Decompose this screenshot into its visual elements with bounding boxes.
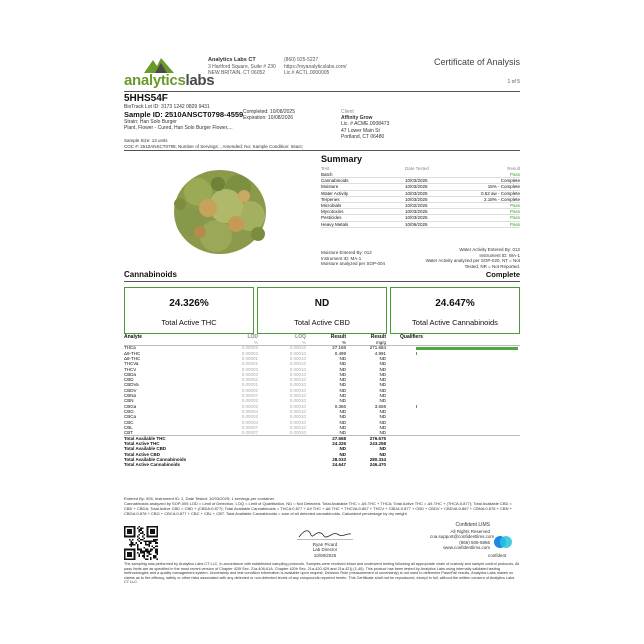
signature-image	[295, 527, 355, 541]
analyte-row: CBCa 0.00002 0.00010 ND ND	[124, 414, 386, 420]
analyte-row: CBG 0.00004 0.00010 ND ND	[124, 408, 386, 414]
summary-header: Test Date Tested Result	[321, 166, 520, 171]
analyte-row: CBGa 0.00002 0.00010 0.366 3.659	[124, 403, 386, 409]
summary-row: Cannabinoids 10/03/2025 Complete	[321, 178, 520, 184]
total-row: Total Available THC 27.668 276.675	[124, 435, 386, 441]
sample-code: 5HHS54F	[124, 93, 168, 104]
water-activity-info: Water Activity Entered By: 012 Instrument ID: WA-1 Water Activity analyzed per SOP-020. NT = Not Tested, NR = Not Reported.	[425, 247, 520, 269]
analyte-row: THCa 0.00003 0.00010 27.168 271.684	[124, 345, 520, 350]
result-bar	[416, 405, 417, 408]
analyte-row: THCV 0.00003 0.00010 ND ND	[124, 366, 386, 372]
page-number: 1 of 5	[507, 79, 520, 85]
total-row: Total Active CBD ND ND	[124, 451, 386, 457]
analyte-row: THCVa 0.00001 0.00010 ND ND	[124, 361, 386, 367]
result-bar	[416, 352, 417, 355]
product-photo	[124, 156, 316, 264]
summary-title: Summary	[321, 154, 363, 164]
info-divider	[124, 150, 520, 151]
analyte-row: CBN 0.00002 0.00010 ND ND	[124, 398, 386, 404]
report-header	[124, 55, 520, 91]
total-row: Total Available Cannabinoids 28.033 280.334	[124, 457, 386, 463]
total-row: Total Active THC 24.326 243.258	[124, 441, 386, 447]
total-thc-box: 24.326% Total Active THC	[124, 287, 254, 334]
biotrack-id: BioTrack Lot ID: 3173 1242 0829 9431	[124, 104, 210, 110]
lab-address: Analytics Labs CT 3 Hartford Square, Suite # 230 NEW BRITAIN, CT 06052	[208, 57, 276, 76]
cannabinoids-status: Complete	[485, 270, 520, 279]
summary-row: Heavy Metals 10/06/2025 Pass	[321, 221, 520, 227]
mountain-logo-icon	[144, 57, 174, 73]
analyte-row: CBL 0.00007 0.00010 ND ND	[124, 424, 386, 430]
summary-row: Mycotoxins 10/03/2025 Pass	[321, 209, 520, 215]
total-cannabinoids-box: 24.647% Total Active Cannabinoids	[390, 287, 520, 334]
strain: Strain: Han Solo Burger	[124, 119, 177, 126]
confident-logo-text: confident	[488, 553, 507, 558]
analyte-row: CBC 0.00004 0.00010 ND ND	[124, 419, 386, 425]
summary-panel	[321, 154, 520, 228]
results-header: Analyte LOD LOQ Result Result Qualifiers	[124, 334, 424, 340]
cannabinoid-results-table	[124, 334, 520, 468]
confident-logo-icon	[492, 531, 514, 553]
analyte-row: CBDVa 0.00001 0.00010 ND ND	[124, 382, 386, 388]
summary-row: Moisture 10/03/2025 15% - Complete	[321, 184, 520, 190]
total-row: Total Available CBD ND ND	[124, 446, 386, 452]
completion-dates: Completed: 10/08/2025 Expiration: 10/08/2026	[243, 109, 295, 122]
lims-info: Confident LIMS All Rights Reserved coa.support@confidentlims.com (866) 506-5866 www.confidentlims.com	[430, 522, 495, 550]
summary-row: Batch Pass	[321, 172, 520, 177]
sample-size: Sample Size: 13 units COC #: 2510ANSCT0798; Number of Servings: ; Amended: No; Sample Condition: Intact;	[124, 138, 303, 149]
summary-row: Pesticides 10/03/2025 Pass	[321, 215, 520, 221]
analyte-row: Δ8-THC 0.00001 0.00010 ND ND	[124, 355, 386, 361]
total-cbd-box: ND Total Active CBD	[257, 287, 387, 334]
qr-code-icon	[124, 526, 158, 560]
summary-row: Water Activity 10/03/2025 0.53 aw - Complete	[321, 190, 520, 196]
result-bar	[416, 347, 518, 350]
analyte-row: CBDa 0.00002 0.00010 ND ND	[124, 371, 386, 377]
summary-row: Microbials 10/02/2025 Pass	[321, 202, 520, 208]
disclaimer: The sampling was performed by Analytics Labs CT LLC, in accordance with established sampling protocols. Samples were received intact and underwent testing following all appropriate chain of custody and sample control protocols. All pass limits are as specified in the most recent version of Chapter 420f Sec. 21a-408-61A. Chapter 420h Sec. 21a-420-429 and 21a-421j (1-40). This product has been tested by Analytics Labs using internally validated testing methodologies and a quality management system. Uncertainty and test condition information is available upon request. Decision Rule (measurement of uncertainty) is not used to determine Pass/Fail results. Analytics Labs makes no claims as to the efficacy, safety or other risks associated with any detected or non-detected levels of any compounds reported herein. This Certificate shall not be reproduced, except in full, without the written consent of Analytics Labs CT LLC.	[124, 562, 520, 585]
signature-block: Ryan Picard Lab Director 10/08/2025	[295, 527, 355, 558]
analyte-row: CBD 0.00002 0.00010 ND ND	[124, 377, 386, 383]
analyte-row: Δ9-THC 0.00003 0.00010 0.499 4.991	[124, 351, 520, 356]
logo-wordmark: analyticslabs	[124, 72, 215, 89]
summary-row: Terpenes 10/03/2025 2.18% - Complete	[321, 196, 520, 202]
method-notes: Entered By: 005, Instrument ID: 2, Date Tested: 10/03/2025; 1 servings per container. Cannabinoids analyzed by SOP-005 LOD = Limit of Detection, LOQ = Limit of Quantitation, ND = Not Detected. Total Available THC = Δ9-THC + THCA; Total Active THC = Δ9-THC + (THCA:0.877); Total Available CBD = CBD + CBDA; Total Active CBD = CBD + (CBDA:0.877); Total Available Cannabinoids = THCA:0.877 + Δ9 THC + Δ8 THC + THCVA:0.867 + THCV + CBDA:0.877 + CBD + CBDV + CBDVA:0.867 + CBNA:0.876 + CBN + CBGA:0.878 + CBG + CBCA:0.877 + CBC + CBL + CBT. Total Available Cannabinoids = sum of all detected cannabinoids. Calculated percentage by dry weight	[124, 496, 512, 516]
analyte-row: CBNa 0.00007 0.00010 ND ND	[124, 393, 386, 399]
cannabinoids-title: Cannabinoids	[124, 270, 177, 279]
sample-id: Sample ID: 2510ANSCT0798-4559	[124, 110, 244, 120]
analyte-row: CBDV 0.00002 0.00010 ND ND	[124, 387, 386, 393]
document-title: Certificate of Analysis	[433, 57, 520, 67]
cannabinoids-divider	[124, 281, 520, 282]
matrix: Plant, Flower - Cured, Han Solo Burger Flower,...	[124, 125, 233, 132]
total-row: Total Active Cannabinoids 24.647 246.470	[124, 462, 386, 468]
moisture-info: Moisture Entered By: 012 Instrument ID: MA-1 Moisture analyzed per SOP-004	[321, 250, 386, 266]
lab-contact: (860) 925-5227 https://myanalyticslabs.com/ Lic.# ACTL.0000005	[284, 57, 347, 76]
results-units: % % % mg/g	[253, 340, 386, 345]
client-info: Client Affinity Grow Lic. # ACME.0008473 47 Lower Main St Portland, CT 06480	[341, 109, 390, 140]
analyte-row: CBT 0.00007 0.00010 ND ND	[124, 430, 386, 436]
header-divider	[124, 91, 520, 92]
